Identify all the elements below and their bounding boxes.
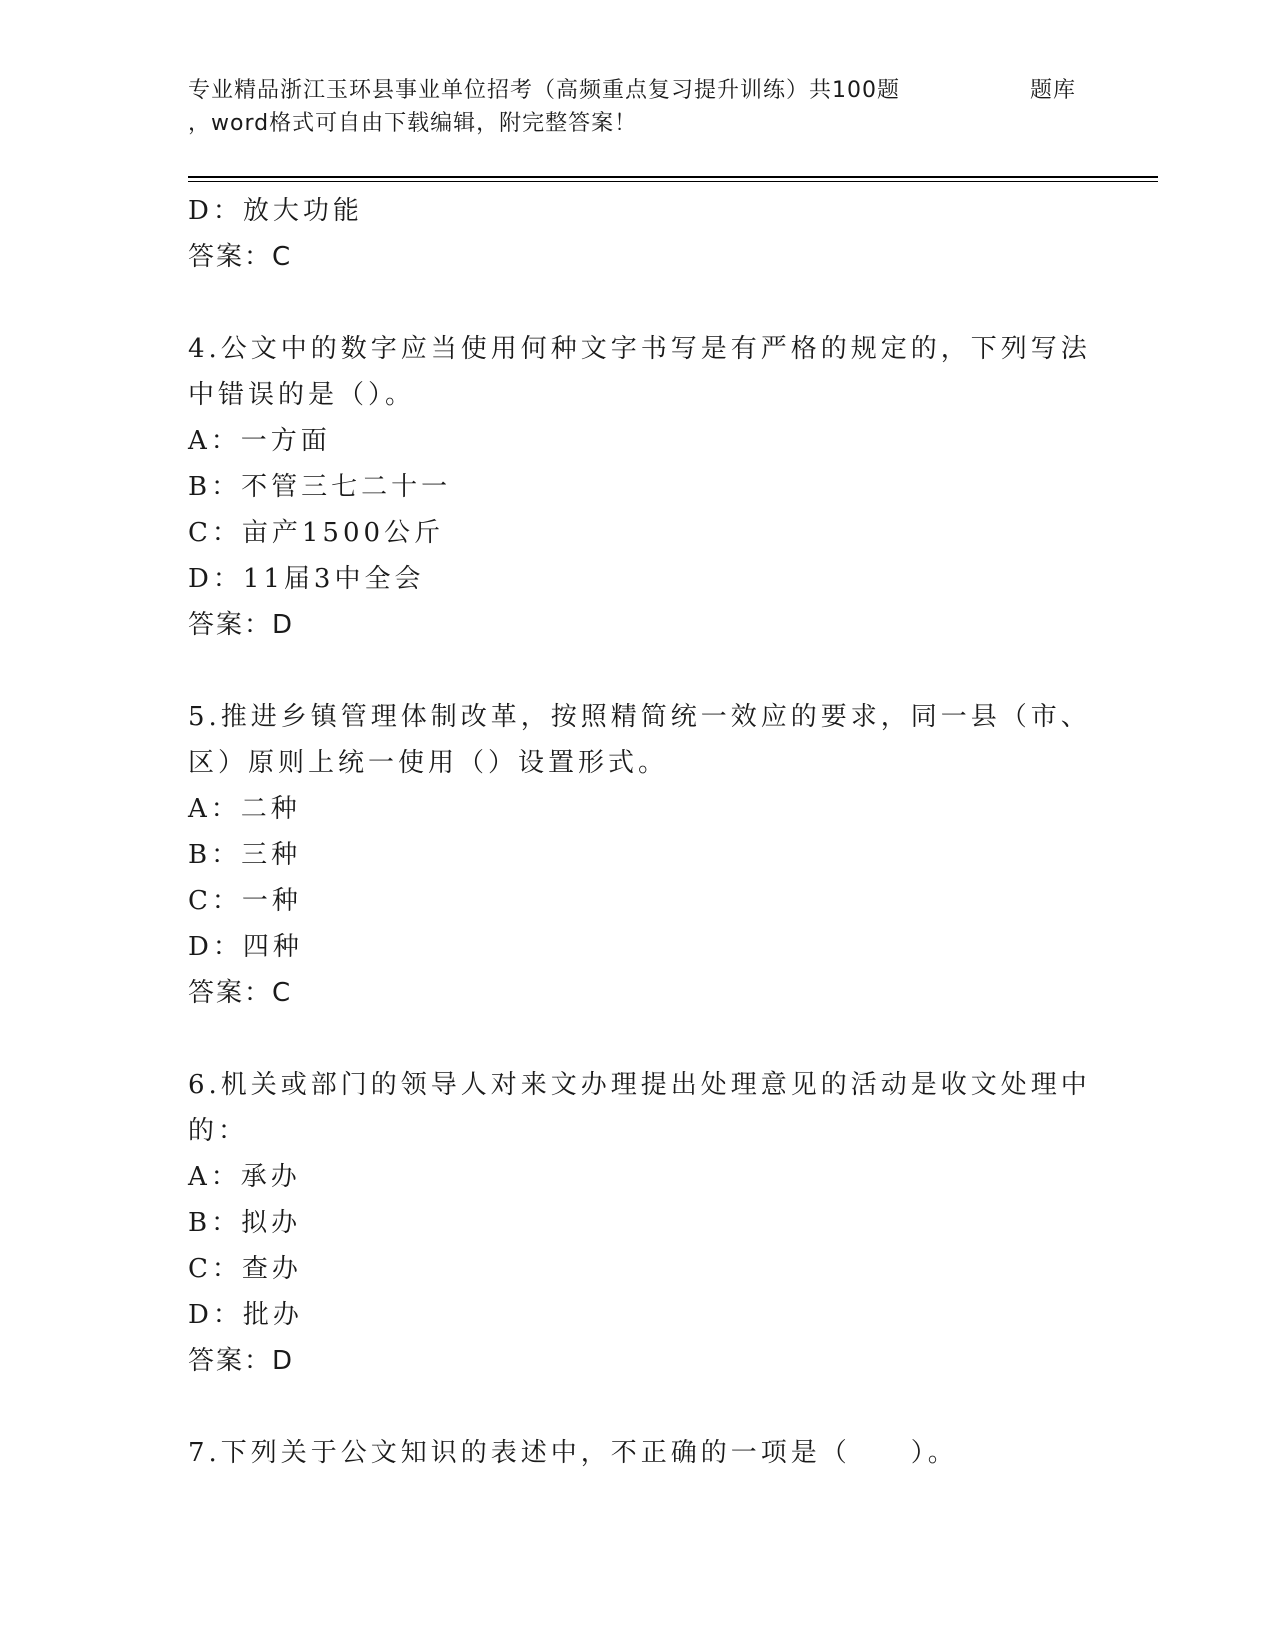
question-stem: 5.推进乡镇管理体制改革，按照精简统一效应的要求，同一县（市、 [188,702,1091,732]
page-header [188,70,1158,145]
option-c: C：一种 [188,886,302,916]
header-title: 专业精品浙江玉环县事业单位招考（高频重点复习提升训练）共100题 [188,78,900,103]
option-a: A：一方面 [188,426,331,456]
header-subtitle: ，word格式可自由下载编辑，附完整答案！ [188,111,638,136]
option-c: C：亩产1500公斤 [188,518,445,548]
question-7 [188,1430,1088,1476]
question-6 [188,1062,1091,1384]
spacer [188,648,1088,694]
spacer [188,1384,1088,1430]
question-stem: 6.机关或部门的领导人对来文办理提出处理意见的活动是收文处理中 [188,1070,1091,1100]
answer: 答案：D [188,1346,295,1376]
option-c: C：查办 [188,1254,302,1284]
header-divider-thin [188,181,1158,182]
prev-answer: 答案：C [188,242,293,272]
question-stem: 中错误的是（）。 [188,380,416,410]
question-stem: 7.下列关于公文知识的表述中，不正确的一项是（ ）。 [188,1438,958,1468]
answer: 答案：C [188,978,293,1008]
question-stem: 4.公文中的数字应当使用何种文字书写是有严格的规定的，下列写法 [188,334,1091,364]
spacer [188,280,1088,326]
option-a: A：二种 [188,794,301,824]
header-divider-thick [188,176,1158,178]
spacer [188,1016,1088,1062]
option-b: B：拟办 [188,1208,302,1238]
header-tag: 题库 [1030,78,1077,103]
question-4 [188,326,1091,648]
answer: 答案：D [188,610,295,640]
option-d: D：11届3中全会 [188,564,425,594]
option-d: D：批办 [188,1300,303,1330]
option-a: A：承办 [188,1162,301,1192]
option-d: D：四种 [188,932,303,962]
option-b: B：三种 [188,840,302,870]
question-list [188,188,1091,1476]
question-stem: 区）原则上统一使用（）设置形式。 [188,748,669,778]
question-5 [188,694,1091,1016]
question-stem: 的： [188,1116,249,1146]
prev-option-d: D：放大功能 [188,196,363,226]
option-b: B：不管三七二十一 [188,472,452,502]
